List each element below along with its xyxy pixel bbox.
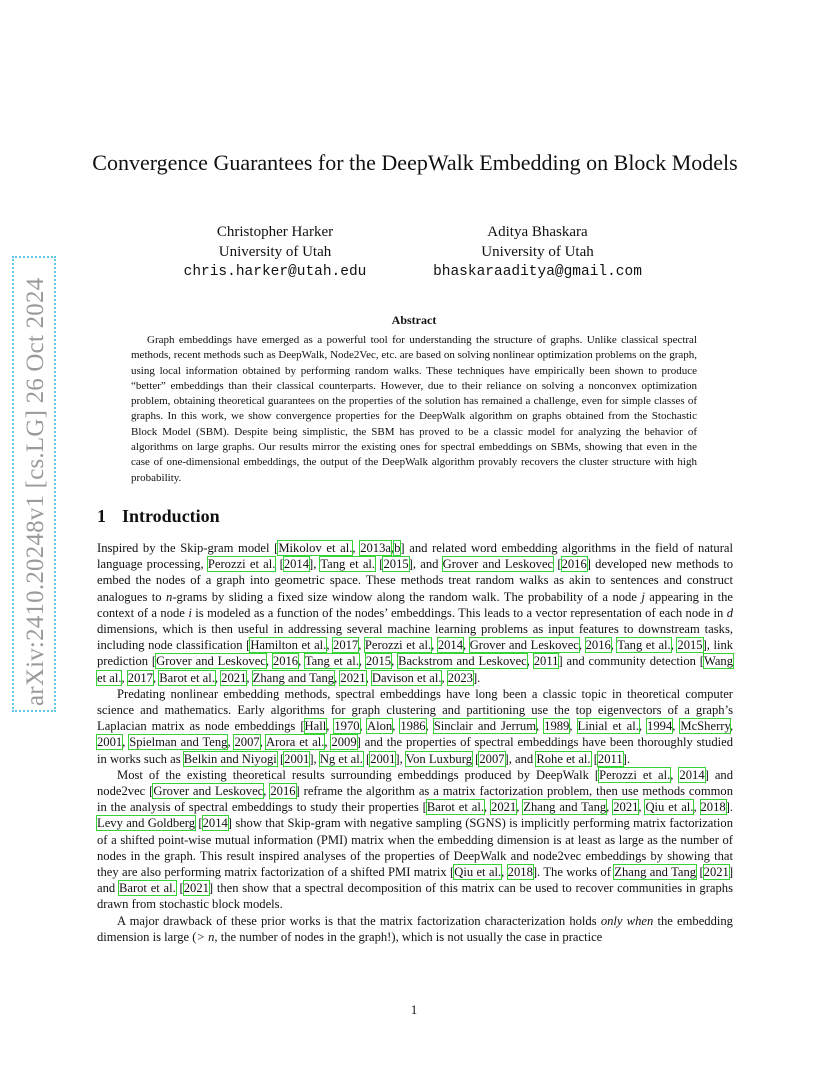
citation-link[interactable]: Tang et al.	[617, 638, 671, 653]
citation-link[interactable]: Grover and Leskovec	[442, 557, 554, 572]
text-run: ] developed new methods to embed the nodes of a graph into geometric space. These methods treat random walks as akin to sentences and construct analogues to	[97, 557, 733, 604]
citation-link[interactable]: Sinclair and Jerrum	[433, 719, 536, 734]
text-run: ,	[483, 800, 492, 815]
text-run: ,	[324, 735, 332, 750]
text-run: ,	[606, 800, 614, 815]
text-run: ,	[263, 784, 271, 799]
author-email: chris.harker@utah.edu	[183, 264, 367, 280]
author-affiliation: University of Utah	[218, 244, 332, 260]
citation-link[interactable]: 2011	[597, 751, 623, 766]
citation-link[interactable]: Barot et al.	[159, 670, 215, 685]
text-run: ,	[425, 719, 434, 734]
text-run: Predating nonlinear embedding methods, spectral embeddings have long been a classic topic in theoretical computer science and mathematics. Early algorithms for graph clustering and partitioning use the top eigenvectors of a graph’s Laplacian matrix as node embeddings [	[97, 686, 733, 734]
citation-link[interactable]: 2007	[234, 735, 260, 750]
author-email: bhaskaraaditya@gmail.com	[433, 264, 642, 280]
text-run: ,	[672, 719, 681, 734]
author-2	[410, 222, 665, 282]
citation-link[interactable]: 2017	[127, 670, 153, 685]
citation-link[interactable]: Qiu et al.	[454, 865, 502, 880]
text-run: ,	[358, 654, 366, 669]
text-run: ],	[395, 751, 406, 766]
citation-link[interactable]: Davison et al.	[371, 670, 442, 685]
text-run: ], link prediction [	[97, 638, 734, 669]
text-run: ] and the properties of spectral embeddings have been thoroughly studied in works such as	[97, 735, 734, 766]
citation-link[interactable]: 2009	[331, 735, 357, 750]
citation-link[interactable]: Mikolov et al.	[278, 541, 353, 555]
citation-link[interactable]: 1989	[544, 719, 570, 734]
text-run: the embedding dimension is large (	[97, 913, 733, 944]
author-name: Christopher Harker	[216, 224, 334, 240]
citation-link[interactable]: Tang et al.	[320, 557, 376, 572]
text-run: ], and	[408, 557, 443, 572]
math-var: j	[641, 589, 645, 604]
text-run: ,	[390, 541, 395, 555]
citation-link[interactable]: Von Luxburg	[405, 751, 472, 766]
citation-link[interactable]: Tang et al.	[304, 654, 359, 669]
citation-link[interactable]: 2023	[447, 670, 473, 685]
text-run: ].	[472, 670, 481, 685]
citation-link[interactable]: 1986	[400, 719, 426, 734]
text-run: appearing in the context of a node	[97, 589, 734, 620]
paragraph-4	[97, 913, 733, 945]
citation-link[interactable]: Hamilton et al.	[250, 638, 327, 653]
text-run: A major drawback of these prior works is that the matrix factorization characterization holds	[117, 913, 601, 928]
text-run: [	[175, 881, 184, 896]
text-run: [	[553, 557, 562, 572]
text-run: ,	[326, 638, 334, 653]
citation-link[interactable]: Spielman and Teng	[129, 735, 228, 750]
text-run: ]. The works of	[532, 865, 615, 880]
text-run: [	[472, 751, 480, 766]
text-run: dimensions, which is then useful in addressing several machine learning problems as input features to downstream tasks, including node classification [	[97, 622, 733, 653]
math-var: d	[726, 605, 733, 620]
citation-link[interactable]: 1994	[647, 719, 673, 734]
math-var: n	[166, 589, 173, 604]
text-run: ,	[392, 719, 401, 734]
citation-link[interactable]: Perozzi et al.	[364, 638, 432, 653]
text-run: ,	[358, 638, 365, 653]
citation-link[interactable]: Belkin and Niyogi	[183, 751, 277, 766]
paragraph-1	[97, 540, 733, 686]
math-var: i	[188, 605, 192, 620]
text-run: ,	[265, 654, 273, 669]
text-run: ] show that Skip-gram with negative sampling (SGNS) is implicitly performing matrix factorization of a shifted point-wise mutual information (PMI) matrix when the embedding dimension is at least as large as the number of nodes in the graph. This result inspired analyses of the properties of DeepWalk and node2vec embeddings by showing that they are also performing matrix factorization of a shifted PMI matrix [	[97, 816, 733, 880]
text-run: [	[195, 816, 203, 831]
text-run: ,	[536, 719, 545, 734]
citation-link[interactable]: Zhang and Tang	[252, 670, 335, 685]
author-affiliation: University of Utah	[481, 244, 594, 260]
text-run: ,	[391, 654, 399, 669]
text-run: [	[362, 751, 371, 766]
text-run: ,	[365, 670, 372, 685]
citation-link[interactable]: Grover and Leskovec	[153, 784, 264, 799]
text-run: ,	[670, 638, 678, 653]
citation-link[interactable]: 2021	[183, 881, 209, 896]
page-number: 1	[410, 1003, 418, 1017]
citation-link[interactable]: 1970	[334, 719, 360, 734]
text-run: ,	[729, 719, 734, 734]
text-run: [	[696, 865, 704, 880]
author-1	[155, 222, 395, 282]
emphasis: only when	[600, 913, 654, 928]
text-run: ] reframe the algorithm as a matrix factorization problem, then use methods common in the analysis of spectral embeddings to study their properties [	[97, 784, 733, 815]
citation-link[interactable]: Barot et al.	[118, 881, 176, 896]
citation-link[interactable]: Barot et al.	[426, 800, 484, 815]
citation-link[interactable]: 2021	[613, 800, 639, 815]
text-run: ,	[441, 670, 448, 685]
citation-link[interactable]: 2013a	[360, 541, 391, 555]
text-run: ,	[670, 767, 680, 782]
text-run: ,	[298, 654, 305, 669]
citation-link[interactable]: Qiu et al.	[645, 800, 694, 815]
citation-link[interactable]: 2018	[700, 800, 726, 815]
text-run: ,	[638, 800, 646, 815]
text-run: [	[590, 751, 598, 766]
citation-link[interactable]: 2021	[221, 670, 247, 685]
text-run: ] then show that a spectral decomposition of this matrix can be used to recover communities in graphs drawn from stochastic block models.	[97, 881, 734, 912]
citation-link[interactable]: Levy and Goldberg	[97, 816, 196, 831]
citation-link[interactable]: Rohe et al.	[536, 751, 591, 766]
text-run: [	[275, 557, 284, 572]
citation-link[interactable]: 2016	[270, 784, 296, 799]
citation-link[interactable]: 2007	[479, 751, 505, 766]
citation-link[interactable]: b	[394, 541, 401, 555]
citation-link[interactable]: Zhang and Tang	[614, 865, 697, 880]
text-run: ,	[638, 719, 648, 734]
text-run: ,	[122, 735, 130, 750]
text-run: ,	[259, 735, 266, 750]
text-run: ,	[431, 638, 438, 653]
text-run: [	[375, 557, 384, 572]
text-run: ,	[214, 670, 222, 685]
text-run: ,	[152, 670, 160, 685]
text-run: Inspired by the Skip-gram model [	[97, 541, 279, 555]
text-run: ],	[309, 557, 321, 572]
text-run: ,	[334, 670, 341, 685]
text-run: ,	[516, 800, 524, 815]
citation-link[interactable]: Linial et al.	[577, 719, 639, 734]
section-heading	[97, 506, 220, 527]
citation-link[interactable]: 2014	[437, 638, 463, 653]
citation-link[interactable]: Ng et al.	[319, 751, 363, 766]
text-run: ,	[352, 541, 361, 555]
citation-link[interactable]: Arora et al.	[265, 735, 325, 750]
citation-link[interactable]: 2011	[533, 654, 559, 669]
text-run: ],	[309, 751, 320, 766]
text-run: ,	[326, 719, 335, 734]
body-text	[97, 540, 733, 945]
citation-link[interactable]: 2016	[561, 557, 587, 572]
citation-link[interactable]: 2017	[333, 638, 359, 653]
text-run: ] and	[97, 865, 734, 896]
citation-link[interactable]: 2015	[365, 654, 392, 669]
text-run: ] and related word embedding algorithms in the field of natural language processing,	[97, 541, 733, 572]
text-run: ,	[610, 638, 618, 653]
text-run: ,	[121, 670, 128, 685]
citation-link[interactable]: Backstrom and Leskovec	[398, 654, 527, 669]
citation-link[interactable]: Wang et al.	[97, 654, 734, 685]
citation-link[interactable]: 2021	[491, 800, 517, 815]
text-run: is modeled as a function of the nodes’ embeddings. This leads to a vector representation of each node in	[191, 605, 727, 620]
citation-link[interactable]: 2001	[97, 735, 123, 750]
text-run: ,	[569, 719, 578, 734]
section-title: Introduction	[122, 506, 220, 526]
paragraph-3	[97, 767, 733, 913]
math-var: > n	[196, 929, 215, 944]
citation-link[interactable]: 2018	[507, 865, 533, 880]
text-run: [	[276, 751, 285, 766]
text-run: ,	[227, 735, 235, 750]
citation-link[interactable]: 2016	[585, 638, 611, 653]
text-run: ,	[693, 800, 701, 815]
text-run: ].	[622, 751, 630, 766]
text-run: ,	[246, 670, 253, 685]
citation-link[interactable]: 2021	[703, 865, 729, 880]
citation-link[interactable]: Hall	[304, 719, 327, 734]
citation-link[interactable]: Perozzi et al.	[207, 557, 276, 572]
citation-link[interactable]: 2014	[283, 557, 309, 572]
citation-link[interactable]: 2015	[677, 638, 703, 653]
abstract-heading: Abstract	[391, 313, 437, 327]
text-run: ] and node2vec [	[97, 767, 734, 799]
text-run: ].	[725, 800, 734, 815]
citation-link[interactable]: 2001	[370, 751, 396, 766]
text-run: ], and	[504, 751, 537, 766]
citation-link[interactable]: 2015	[383, 557, 409, 572]
text-run: ,	[578, 638, 586, 653]
author-name: Aditya Bhaskara	[487, 224, 588, 240]
section-number: 1	[97, 506, 106, 526]
citation-link[interactable]: 2014	[679, 767, 705, 782]
paragraph-2	[97, 686, 733, 767]
text-run: ,	[463, 638, 470, 653]
citation-link[interactable]: Perozzi et al.	[599, 767, 671, 782]
text-run: ,	[501, 865, 508, 880]
text-run: ,	[526, 654, 534, 669]
citation-link[interactable]: Grover and Leskovec	[156, 654, 266, 669]
citation-link[interactable]: 2001	[284, 751, 310, 766]
text-run: ] and community detection [	[558, 654, 704, 669]
abstract-text: Graph embeddings have emerged as a powerful tool for understanding the structure of graphs. Unlike classical spectral methods, recent methods such as DeepWalk, Node2Vec, etc. are based on solving nonlinear optimization problems on the graph, using local information obtained by performing random walks. These techniques have empirically been shown to produce “better” embeddings than their classical counterparts. However, due to their reliance on solving a nonconvex optimization problem, obtaining theoretical guarantees on the properties of the solution has remained a challenge, even for simple classes of graphs. In this work, we show convergence properties for the DeepWalk algorithm on graphs obtained from the Stochastic Block Model (SBM). Despite being simplistic, the SBM has proved to be a classic model for analyzing the behavior of algorithms on large graphs. Our results mirror the existing ones for spectral embeddings on SBMs, showing that even in the case of one-dimensional embeddings, the output of the DeepWalk algorithm provably recovers the cluster structure with high probability.	[131, 334, 697, 484]
citation-link[interactable]: 2014	[202, 816, 228, 831]
citation-link[interactable]: 2021	[340, 670, 366, 685]
text-run: ,	[359, 719, 367, 734]
arxiv-identifier: arXiv:2410.20248v1 [cs.LG] 26 Oct 2024	[22, 277, 49, 706]
citation-link[interactable]: Alon	[367, 719, 393, 734]
text-run: Most of the existing theoretical results surrounding embeddings produced by DeepWalk [	[117, 767, 600, 782]
paper-title: Convergence Guarantees for the DeepWalk Embedding on Block Models	[92, 150, 738, 175]
citation-link[interactable]: Grover and Leskovec	[469, 638, 579, 653]
text-run: -grams by sliding a fixed size window along the random walk. The probability of a node	[172, 589, 642, 604]
text-run: , the number of nodes in the graph!), which is not usually the case in practice	[214, 929, 603, 944]
citation-link[interactable]: Zhang and Tang	[523, 800, 607, 815]
citation-link[interactable]: 2016	[272, 654, 299, 669]
citation-link[interactable]: McSherry	[680, 719, 730, 734]
